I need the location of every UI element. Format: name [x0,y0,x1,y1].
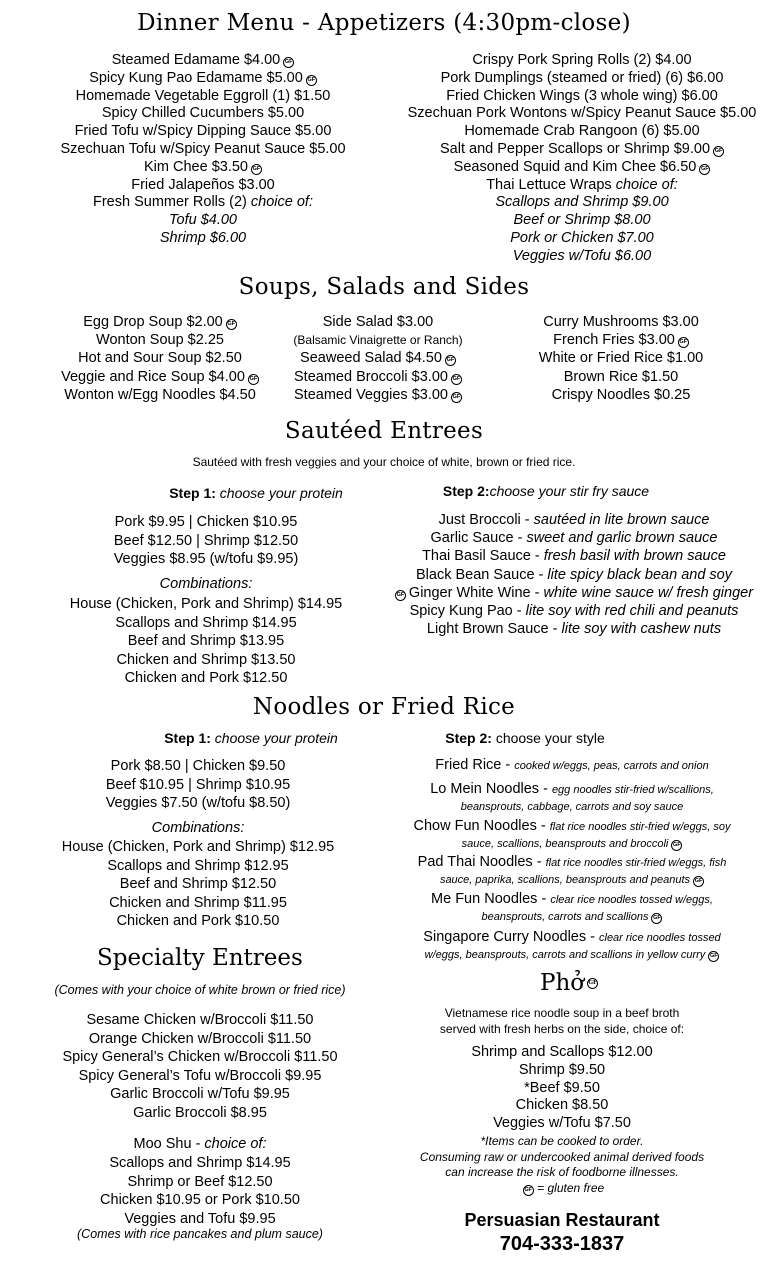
sauteed-proteins [0,513,412,569]
menu-item-text: Fried Chicken Wings (3 whole wing) $6.00 [446,87,718,104]
style-description: beansprouts, cabbage, carrots and soy sauce [460,801,684,813]
menu-item [0,757,396,776]
sauce-name: Ginger White Wine - [408,584,544,601]
sauce-name: Just Broccoli - [438,512,534,528]
menu-item-text: Scallops and Shrimp $12.95 [107,857,289,874]
menu-item-text: (Balsamic Vinaigrette or Ranch) [293,333,463,348]
style-name: Singapore Curry Noodles - [423,929,599,945]
appetizers-left-column [0,52,406,248]
menu-item-text: Seasoned Squid and Kim Chee $6.50 [453,158,697,175]
gluten-free-icon: GF [226,319,237,330]
menu-item [0,177,406,195]
style-name: Chow Fun Noodles - [413,818,550,834]
style-description: clear rice noodles tossed [599,932,721,944]
menu-item-text: Szechuan Tofu w/Spicy Peanut Sauce $5.00 [60,140,346,157]
noodle-style [382,818,762,852]
noodle-style [382,781,762,815]
menu-item [245,349,511,367]
menu-item-text: Homemade Crab Rangoon (6) $5.00 [464,123,700,140]
gluten-free-icon: GF [708,951,719,962]
menu-item-text: Fried Tofu w/Spicy Dipping Sauce $5.00 [74,123,332,140]
menu-item-text: Spicy General’s Chicken w/Broccoli $11.50 [62,1049,338,1065]
menu-item [404,1097,720,1115]
menu-item-text: Homemade Vegetable Eggroll (1) $1.50 [75,87,331,104]
appetizers-right-column [382,52,768,266]
menu-item [382,194,768,212]
menu-item-text: Chicken and Shrimp $13.50 [116,651,296,668]
menu-item [382,88,768,106]
menu-item [505,368,737,386]
sauce-item [376,584,768,602]
menu-item-text: Veggies w/Tofu $6.00 [512,247,652,264]
menu-item-text: Veggies $7.50 (w/tofu $8.50) [105,795,291,811]
menu-item [0,614,412,633]
sauce-item [376,602,768,620]
menu-item-text: Salt and Pepper Scallops or Shrimp $9.00 [439,140,711,157]
style-name: Fried Rice - [435,757,515,773]
menu-item [382,230,768,248]
noodles-step2-text: choose your style [495,730,605,746]
menu-item-text: Chicken and Pork $10.50 [116,913,280,929]
menu-item-text: Pork $8.50 | Chicken $9.50 [110,758,286,774]
style-description: egg noodles stir-fried w/scallions, [551,784,714,796]
pho-items [404,1044,720,1133]
menu-item [0,838,396,857]
menu-item-text: Steamed Broccoli $3.00 [294,368,448,385]
menu-item [0,123,406,141]
menu-item-text: Veggie and Rice Soup $4.00 [61,368,245,385]
menu-item [0,513,412,532]
menu-item [0,595,412,614]
menu-item [0,1210,400,1229]
sauteed-heading: Sautéed Entrees [284,418,484,444]
gluten-free-icon: GF [445,355,456,366]
menu-item-note: choice of: [250,194,313,211]
sauteed-combos-label: Combinations: [159,576,253,592]
noodles-combos [0,838,396,931]
menu-item-text: Chicken and Shrimp $11.95 [109,894,287,911]
menu-item [245,386,511,404]
menu-item-text: Fresh Summer Rolls (2) [93,194,251,211]
gluten-free-icon: GF [693,876,704,887]
menu-item-text: Chicken and Pork $12.50 [124,670,288,686]
gluten-free-icon: GF [451,374,462,385]
menu-item [0,912,396,931]
specialty-heading: Specialty Entrees [97,945,303,971]
menu-item-text: Shrimp $6.00 [159,229,247,246]
menu-item-text: Side Salad $3.00 [322,314,434,330]
menu-item-text: Garlic Broccoli w/Tofu $9.95 [110,1086,290,1102]
menu-item [382,212,768,230]
sauce-description: fresh basil with brown sauce [543,548,726,565]
menu-item-text: Shrimp and Scallops $12.00 [471,1044,653,1060]
gluten-free-icon: GF [283,57,294,68]
menu-item-text: Pork or Chicken $7.00 [510,229,654,246]
menu-item [404,1115,720,1133]
sauteed-intro: Sautéed with fresh veggies and your choice of white, brown or fried rice. [192,455,576,469]
gluten-free-icon: GF [699,164,710,175]
noodle-style [382,929,762,963]
noodles-proteins [0,757,396,813]
menu-item [0,105,406,123]
menu-item-text: Beef $10.95 | Shrimp $10.95 [105,776,291,793]
moo-shu-title: Moo Shu - choice of: [133,1136,267,1152]
menu-item-text: Thai Lettuce Wraps [486,176,616,193]
menu-item-note: choice of: [615,176,678,193]
menu-item [382,248,768,266]
soups-heading: Soups, Salads and Sides [238,274,530,300]
menu-item-text: Spicy Chilled Cucumbers $5.00 [101,105,305,122]
noodles-step2-label: Step 2: [445,730,492,746]
sauce-description: lite soy with red chili and peanuts [525,602,739,619]
menu-item [245,331,511,349]
menu-item [0,532,412,551]
restaurant-phone: 704-333-1837 [499,1233,625,1255]
gluten-free-icon: GF [523,1185,534,1196]
menu-item-text: Kim Chee $3.50 [144,158,248,175]
menu-item [0,141,406,159]
menu-item-text: Scallops and Shrimp $14.95 [109,1155,291,1171]
menu-item [0,894,396,913]
menu-item [382,159,768,177]
menu-item-text: Beef and Shrimp $12.50 [119,876,277,892]
gluten-free-icon: GF [651,913,662,924]
appetizers-heading: Dinner Menu - Appetizers (4:30pm-close) [137,10,631,36]
menu-item-text: Curry Mushrooms $3.00 [543,314,699,330]
soups-middle-column [245,313,511,404]
menu-item-text: Fried Jalapeños $3.00 [131,176,275,193]
noodles-heading: Noodles or Fried Rice [252,694,516,720]
step2-text: choose your stir fry sauce [489,483,650,499]
menu-item-text: Chicken $10.95 or Pork $10.50 [100,1192,300,1208]
menu-item [0,230,406,248]
menu-item-text: Wonton w/Egg Noodles $4.50 [64,386,256,403]
menu-item-text: Steamed Veggies $3.00 [294,386,448,403]
menu-item-text: Garlic Broccoli $8.95 [133,1104,267,1121]
menu-item-text: Scallops and Shrimp $14.95 [115,614,297,631]
sauce-description: lite spicy black bean and soy [547,566,732,583]
sauce-description: sweet and garlic brown sauce [526,530,718,547]
menu-item-text: Wonton Soup $2.25 [96,332,224,349]
menu-item [505,349,737,367]
noodles-step1-text: choose your protein [214,730,338,746]
gluten-free-icon: GF [395,590,406,601]
style-description: clear rice noodles tossed w/eggs, [550,894,713,906]
menu-item [0,857,396,876]
sauce-description: sautéed in lite brown sauce [533,512,710,528]
gluten-free-icon: GF [451,392,462,403]
gluten-free-icon: GF [251,164,262,175]
gluten-free-icon: GF [713,146,724,157]
menu-item [0,88,406,106]
menu-item-text: Scallops and Shrimp $9.00 [495,194,669,211]
sauteed-sauces [376,511,768,638]
menu-item-text: House (Chicken, Pork and Shrimp) $14.95 [69,596,343,612]
menu-item-text: Veggies $8.95 (w/tofu $9.95) [113,551,299,567]
menu-item [0,1173,400,1192]
menu-item-text: Spicy Kung Pao Edamame $5.00 [89,69,303,86]
menu-item [0,669,412,688]
menu-item [505,386,737,404]
menu-item [382,105,768,123]
menu-item [0,632,412,651]
menu-item [0,794,396,813]
menu-item-text: Tofu $4.00 [169,212,237,229]
menu-item [382,141,768,159]
menu-item [0,550,412,569]
menu-item-text: Crispy Noodles $0.25 [551,386,691,403]
step2-label: Step 2: [442,483,490,499]
menu-item-text: Crispy Pork Spring Rolls (2) $4.00 [472,52,692,68]
pho-heading: Phở GF [540,970,597,996]
menu-item-text: Pork Dumplings (steamed or fried) (6) $6.00 [440,69,724,86]
menu-item [0,1154,400,1173]
sauce-item [376,511,768,529]
sauce-item [376,566,768,584]
menu-item-text: Szechuan Pork Wontons w/Spicy Peanut Sauce $5.00 [407,105,757,122]
menu-item-text: Egg Drop Soup $2.00 [83,314,223,330]
style-name: Lo Mein Noodles - [430,781,552,797]
sauce-name: Thai Basil Sauce - [422,548,544,565]
menu-item-text: Spicy General’s Tofu w/Broccoli $9.95 [78,1067,322,1084]
menu-item-text: Beef or Shrimp $8.00 [513,212,651,229]
restaurant-name: Persuasian Restaurant [464,1210,660,1230]
noodle-style [382,854,762,888]
step1-label: Step 1: [169,485,216,501]
style-description: w/eggs, beansprouts, carrots and scallions in yellow curry [424,949,706,961]
menu-item-text: Pork $9.95 | Chicken $10.95 [114,514,298,530]
gluten-free-icon: GF [248,374,259,385]
menu-item [382,70,768,88]
sauteed-combos [0,595,412,688]
menu-item-text: Shrimp $9.50 [518,1061,606,1078]
menu-item-text: Hot and Sour Soup $2.50 [78,350,242,367]
menu-item [382,123,768,141]
step1-text: choose your protein [219,485,343,501]
menu-item-text: Chicken $8.50 [515,1097,609,1114]
style-name: Pad Thai Noodles - [417,854,546,870]
menu-item [0,1067,400,1086]
menu-item [0,1191,400,1210]
gluten-free-icon: GF [678,337,689,348]
pho-intro: Vietnamese rice noodle soup in a beef broth served with fresh herbs on the side, choice of: [439,1006,685,1036]
menu-item [0,70,406,88]
style-description: flat rice noodles stir-fried w/eggs, soy [549,821,731,833]
pho-notes: *Items can be cooked to order. Consuming raw or undercooked animal derived foods can increase the risk of foodborne illnesses. GF = gluten free [419,1134,705,1195]
noodles-combos-label: Combinations: [151,820,245,836]
menu-item [505,331,737,349]
style-description: cooked w/eggs, peas, carrots and onion [514,760,709,772]
menu-item [0,159,406,177]
menu-item [0,1048,400,1067]
style-description: sauce, paprika, scallions, beansprouts and peanuts [439,874,691,886]
menu-item-text: French Fries $3.00 [553,332,675,349]
menu-item [404,1080,720,1098]
sauce-name: Light Brown Sauce - [426,621,562,638]
menu-item-text: House (Chicken, Pork and Shrimp) $12.95 [61,839,335,855]
menu-item [245,368,511,386]
sauce-description: white wine sauce w/ fresh ginger [543,584,754,601]
menu-item [404,1062,720,1080]
menu-item-text: Veggies w/Tofu $7.50 [493,1115,631,1132]
gluten-free-icon: GF [671,840,682,851]
menu-item [0,1030,400,1049]
style-description: beansprouts, carrots and scallions [481,911,649,923]
menu-item [382,177,768,195]
menu-item-text: *Beef $9.50 [524,1079,600,1096]
sauce-item [376,529,768,547]
menu-item [0,194,406,212]
menu-item [0,1011,400,1030]
gluten-free-icon: GF [587,978,598,989]
style-name: Me Fun Noodles - [431,891,551,907]
menu-item-text: Steamed Edamame $4.00 [111,52,281,68]
noodle-style [382,891,762,925]
menu-item [505,313,737,331]
menu-item-text: Beef $12.50 | Shrimp $12.50 [113,532,299,549]
menu-item-text: Sesame Chicken w/Broccoli $11.50 [86,1012,314,1028]
menu-item [0,875,396,894]
moo-shu-items [0,1154,400,1228]
menu-item-text: Veggies and Tofu $9.95 [124,1210,276,1227]
sauce-item [376,547,768,565]
menu-item [404,1044,720,1062]
sauce-name: Spicy Kung Pao - [409,602,526,619]
menu-item-text: Orange Chicken w/Broccoli $11.50 [88,1030,312,1047]
sauce-name: Black Bean Sauce - [416,566,548,583]
menu-item [382,52,768,70]
moo-shu-footer: (Comes with rice pancakes and plum sauce) [77,1227,323,1241]
menu-item [0,212,406,230]
sauce-name: Garlic Sauce - [430,530,527,547]
noodles-step1-label: Step 1: [164,730,211,746]
menu-item-text: White or Fried Rice $1.00 [538,350,704,367]
noodle-style [382,757,762,775]
sauce-description: lite soy with cashew nuts [561,621,722,638]
menu-item [0,52,406,70]
menu-item-text: Beef and Shrimp $13.95 [127,633,285,649]
style-description: sauce, scallions, beansprouts and broccoli [461,838,669,850]
menu-item [0,1104,400,1123]
menu-item [0,1085,400,1104]
noodles-step2 [360,730,690,746]
menu-item [0,776,396,795]
sauce-item [376,620,768,638]
gluten-free-icon: GF [306,75,317,86]
menu-item-text: Seaweed Salad $4.50 [300,350,442,367]
specialty-intro: (Comes with your choice of white brown or fried rice) [54,983,346,997]
menu-item-text: Shrimp or Beef $12.50 [127,1173,273,1190]
sauteed-step2 [382,483,710,499]
menu-item [0,651,412,670]
style-description: flat rice noodles stir-fried w/eggs, fish [545,857,727,869]
specialty-items [0,1011,400,1122]
soups-right-column [505,313,737,404]
menu-item-text: Brown Rice $1.50 [563,368,679,385]
menu-item [245,313,511,331]
